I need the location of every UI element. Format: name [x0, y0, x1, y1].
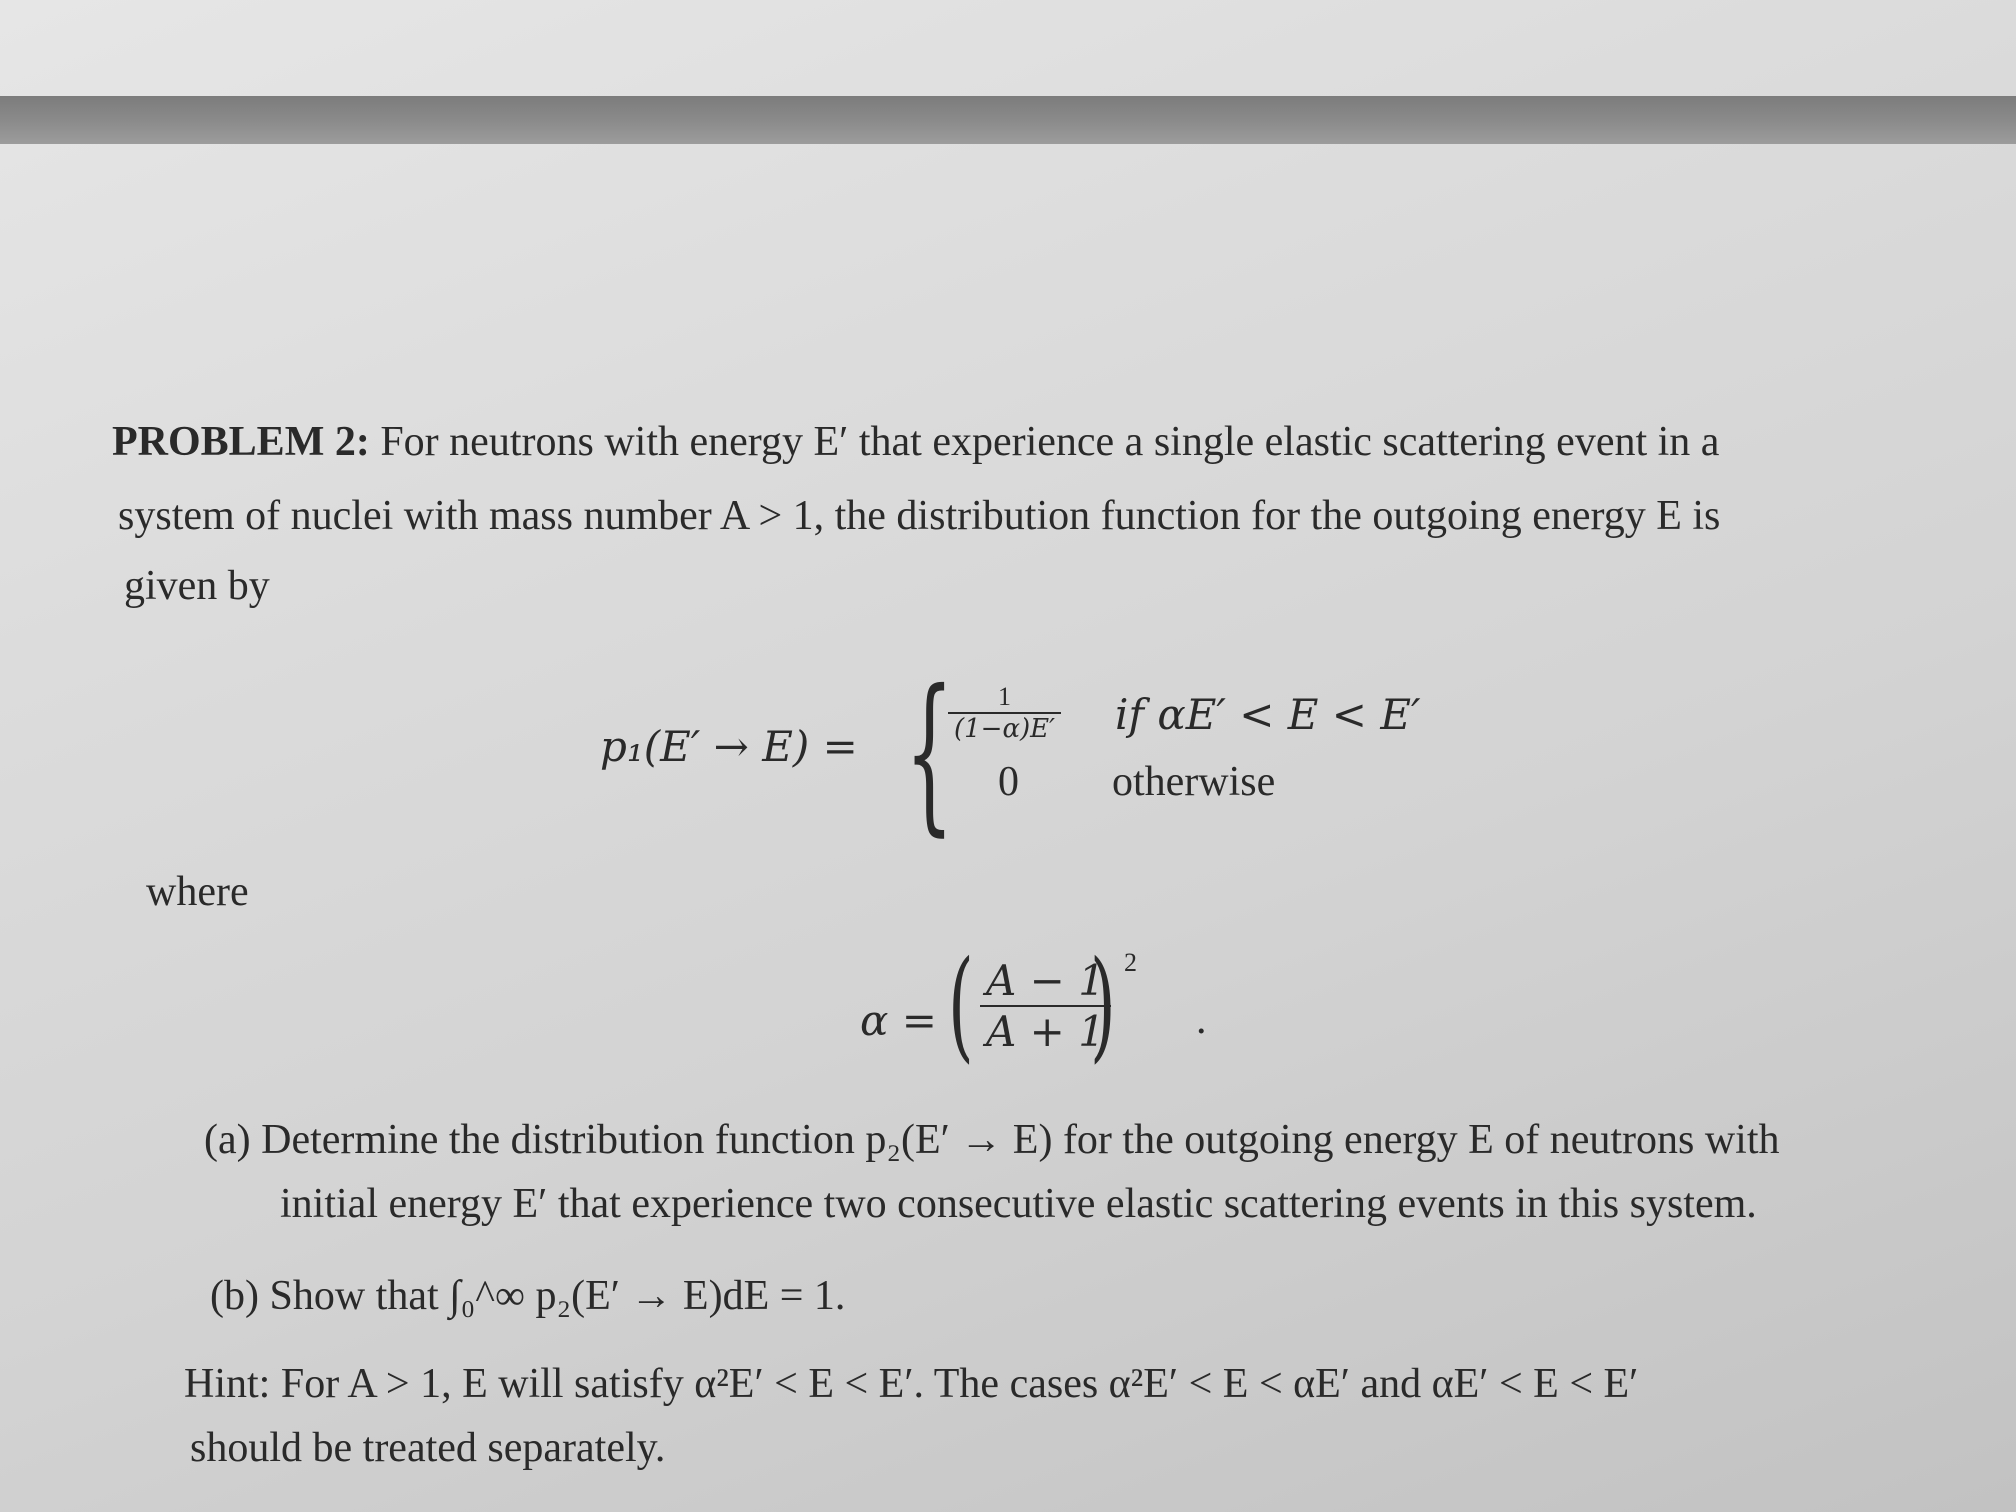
part-b-line	[210, 1272, 845, 1320]
alpha-exponent: 2	[1124, 948, 1137, 977]
part-b-label: (b)	[210, 1273, 259, 1319]
problem-line-2: system of nuclei with mass number A > 1, the distribution function for the outgoing energy E is	[118, 493, 1721, 539]
equation-1-lhs: p₁(E′ → E) =	[600, 722, 858, 771]
case-1-denominator: (1−α)E′	[954, 714, 1056, 744]
hint-line-1: Hint: For A > 1, E will satisfy α²E′ < E < E′. The cases α²E′ < E < αE′ and αE′ < E < E′	[184, 1361, 1639, 1407]
problem-line-1-text: For neutrons with energy E′ that experience a single elastic scattering event in a	[380, 419, 1720, 465]
problem-line-1	[112, 418, 1719, 466]
part-a-text-1: Determine the distribution function p₂(E′ → E) for the outgoing energy E of neutrons with	[261, 1117, 1780, 1163]
case-2-value: 0	[998, 759, 1019, 805]
problem-line-3: given by	[124, 563, 270, 609]
case-1-condition: if αE′ < E < E′	[1115, 690, 1421, 739]
part-a-line-2: initial energy E′ that experience two consecutive elastic scattering events in this system.	[280, 1181, 1757, 1227]
equation-2-lhs: α =	[860, 996, 937, 1045]
left-paren: (	[948, 936, 974, 1075]
part-a-label: (a)	[204, 1117, 251, 1163]
case-1-numerator: 1	[948, 682, 1061, 714]
screen-bezel-bar	[0, 96, 2016, 144]
hint-line-2: should be treated separately.	[190, 1425, 666, 1471]
right-paren: )	[1090, 936, 1116, 1075]
problem-label: PROBLEM 2:	[112, 419, 370, 465]
case-2-condition: otherwise	[1112, 759, 1276, 805]
case-1-fraction	[948, 682, 1061, 744]
part-a-line-1	[204, 1116, 1780, 1164]
left-brace: {	[905, 654, 954, 852]
alpha-denominator: A + 1	[986, 1007, 1105, 1056]
alpha-numerator: A − 1	[980, 956, 1111, 1007]
equation-2-period: .	[1196, 997, 1207, 1043]
where-text: where	[146, 869, 249, 915]
part-b-text: Show that ∫₀^∞ p₂(E′ → E)dE = 1.	[269, 1273, 846, 1319]
